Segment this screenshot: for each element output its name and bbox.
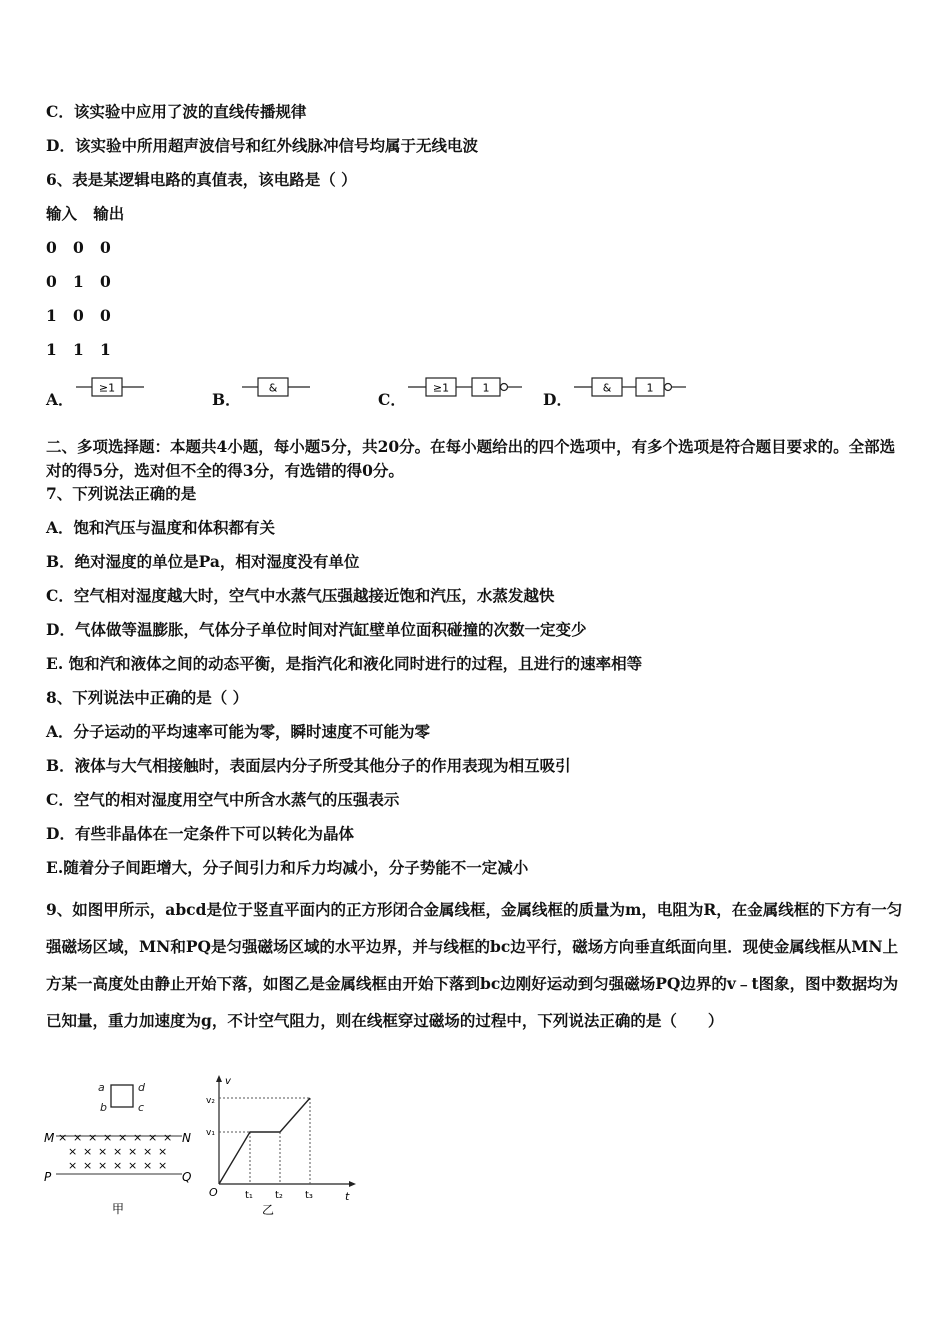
field-cross: × <box>133 1131 143 1144</box>
nand-and-symbol: & <box>602 381 612 395</box>
q6-option-d-label: D． <box>543 390 572 409</box>
section-2-heading: 二、多项选择题：本题共4小题，每小题5分，共20分。在每小题给出的四个选项中，有多个选项是符合题目要求的。全部选对的得5分，选对但不全的得3分，有选错的得0分。 <box>46 437 896 480</box>
q8-option-a: A．分子运动的平均速率可能为零，瞬时速度不可能为零 <box>46 722 431 741</box>
field-cross: × <box>113 1159 123 1172</box>
field-cross: × <box>148 1131 158 1144</box>
wire-frame <box>111 1085 133 1107</box>
q6-stem: 6、表是某逻辑电路的真值表，该电路是（ ） <box>46 170 357 189</box>
figure-yi-caption: 乙 <box>261 1203 275 1217</box>
nand-not-symbol: 1 <box>646 381 654 395</box>
field-cross: × <box>88 1131 98 1144</box>
q6-option-c-label: C． <box>378 390 406 409</box>
q7-option-e: E. 饱和汽和液体之间的动态平衡，是指汽化和液化同时进行的过程，且进行的速率相等 <box>46 654 643 673</box>
field-cross: × <box>73 1131 83 1144</box>
truth-table-row: 0 0 0 <box>46 238 111 257</box>
boundary-q-label: Q <box>182 1170 192 1184</box>
field-cross: × <box>128 1145 138 1158</box>
q8-option-e: E.随着分子间距增大，分子间引力和斥力均减小，分子势能不一定减小 <box>46 858 529 877</box>
field-cross: × <box>143 1159 153 1172</box>
v2-label: v₂ <box>206 1096 215 1106</box>
or-gate-symbol: ≥1 <box>98 381 116 395</box>
q7-option-b: B．绝对湿度的单位是Pa，相对湿度没有单位 <box>46 552 360 571</box>
and-gate-icon <box>240 374 316 400</box>
field-cross: × <box>158 1159 168 1172</box>
nor-gate-icon <box>406 374 528 400</box>
q7-stem: 7、下列说法正确的是 <box>46 484 197 503</box>
field-cross: × <box>143 1145 153 1158</box>
field-cross: × <box>118 1131 128 1144</box>
t-axis-label: t <box>345 1190 350 1203</box>
q6-option-a-label: A． <box>46 390 74 409</box>
field-cross: × <box>68 1159 78 1172</box>
not-gate-symbol: 1 <box>482 381 490 395</box>
q8-option-b: B．液体与大气相接触时，表面层内分子所受其他分子的作用表现为相互吸引 <box>46 756 571 775</box>
q7-option-c: C．空气相对湿度越大时，空气中水蒸气压强越接近饱和汽压，水蒸发越快 <box>46 586 555 605</box>
corner-c-label: c <box>138 1101 145 1114</box>
and-gate-symbol: & <box>268 381 278 395</box>
q5-option-d: D．该实验中所用超声波信号和红外线脉冲信号均属于无线电波 <box>46 136 478 155</box>
boundary-m-label: M <box>44 1131 55 1145</box>
origin-label: O <box>209 1186 218 1199</box>
field-cross: × <box>163 1131 173 1144</box>
q6-option-b-label: B． <box>212 390 241 409</box>
figure-yi <box>205 1072 365 1222</box>
field-cross: × <box>113 1145 123 1158</box>
magnetic-field-crosses <box>58 1131 172 1172</box>
q5-option-c: C．该实验中应用了波的直线传播规律 <box>46 102 307 121</box>
q7-option-a: A．饱和汽压与温度和体积都有关 <box>46 518 276 537</box>
boundary-p-label: P <box>44 1170 52 1184</box>
q8-stem: 8、下列说法中正确的是（ ） <box>46 688 249 707</box>
field-cross: × <box>98 1145 108 1158</box>
t3-label: t₃ <box>305 1190 313 1201</box>
figure-jia <box>40 1075 200 1225</box>
field-cross: × <box>158 1145 168 1158</box>
nor-gate-symbol: ≥1 <box>432 381 450 395</box>
field-cross: × <box>103 1131 113 1144</box>
field-cross: × <box>98 1159 108 1172</box>
corner-b-label: b <box>100 1101 107 1114</box>
corner-d-label: d <box>138 1081 145 1094</box>
field-cross: × <box>83 1159 93 1172</box>
t2-label: t₂ <box>275 1190 283 1201</box>
q8-option-d: D．有些非晶体在一定条件下可以转化为晶体 <box>46 824 354 843</box>
truth-table-row: 1 1 1 <box>46 340 111 359</box>
nand-gate-icon <box>572 374 694 400</box>
field-cross: × <box>83 1145 93 1158</box>
v-axis-label: v <box>225 1076 231 1087</box>
q9-stem: 9、如图甲所示，abcd是位于竖直平面内的正方形闭合金属线框，金属线框的质量为m，电阻为R，在金属线框的下方有一匀强磁场区域，MN和PQ是匀强磁场区域的水平边界，并与线框的bc边平行，磁场方向垂直纸面向里．现使金属线框从MN上方某一高度处由静止开始下落，如图乙是金属线框由开始下落到bc边刚好运动到匀强磁场PQ边界的v﹣t图象，图中数据均为已知量，重力加速度为g，不计空气阻力，则在线框穿过磁场的过程中，下列说法正确的是（ ） <box>46 900 903 1030</box>
v1-label: v₁ <box>206 1128 215 1138</box>
field-cross: × <box>128 1159 138 1172</box>
truth-table-row: 1 0 0 <box>46 306 111 325</box>
boundary-n-label: N <box>182 1131 191 1145</box>
field-cross: × <box>58 1131 68 1144</box>
truth-table-header: 输入 输出 <box>46 204 125 223</box>
figure-jia-caption: 甲 <box>111 1202 125 1216</box>
corner-a-label: a <box>98 1081 105 1094</box>
or-gate-icon <box>74 374 150 400</box>
q8-option-c: C．空气的相对湿度用空气中所含水蒸气的压强表示 <box>46 790 400 809</box>
truth-table-row: 0 1 0 <box>46 272 111 291</box>
field-cross: × <box>68 1145 78 1158</box>
v-t-curve <box>219 1098 310 1184</box>
t1-label: t₁ <box>245 1190 253 1201</box>
q7-option-d: D．气体做等温膨胀，气体分子单位时间对汽缸壁单位面积碰撞的次数一定变少 <box>46 620 587 639</box>
